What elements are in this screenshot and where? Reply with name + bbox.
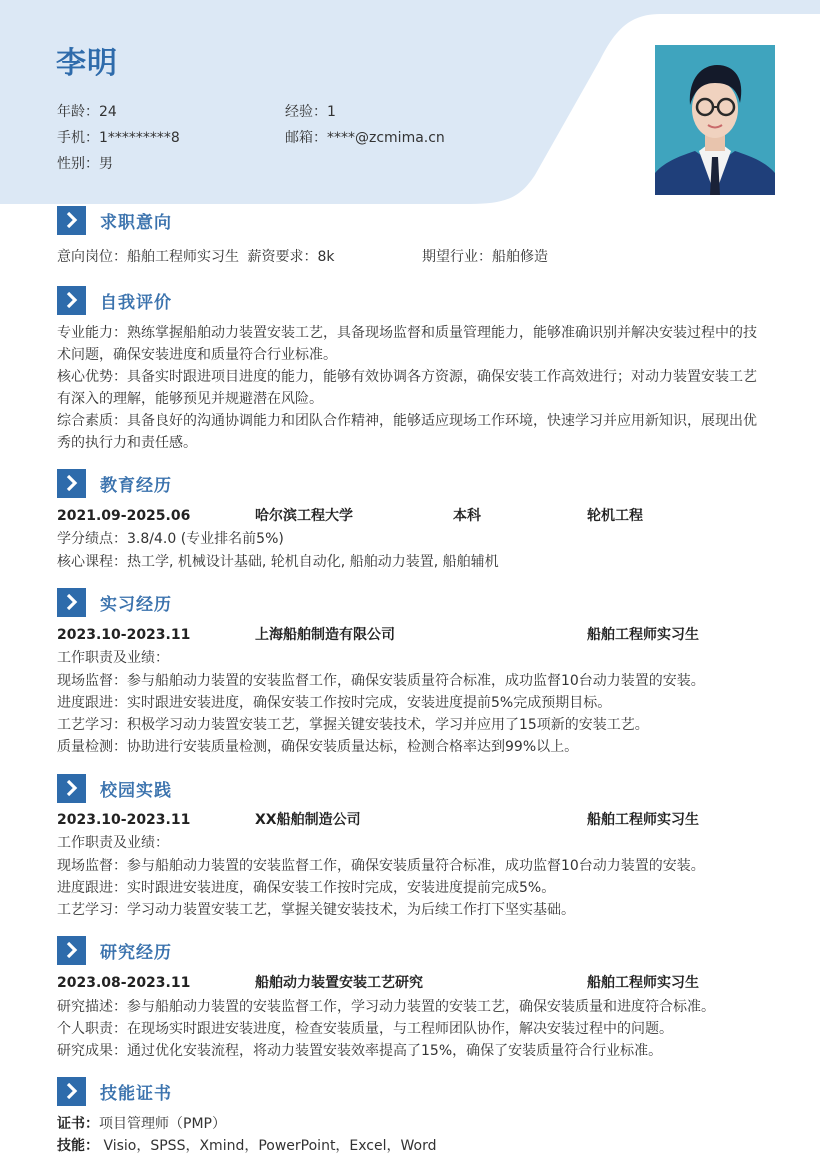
chevron-right-icon (57, 936, 86, 965)
research-summary-row (57, 972, 769, 994)
job-role: 船舶工程师实习生 (587, 627, 699, 643)
education-period: 2021.09-2025.06 (57, 508, 191, 524)
certificate-value: 项目管理师（PMP） (99, 1116, 226, 1132)
email-field: 邮箱：****@zcmima.cn (285, 130, 445, 146)
research-line: 研究描述：参与船舶动力装置的安装监督工作，学习动力装置的安装工艺，确保安装质量和进度符合标准。 (57, 999, 715, 1015)
section-title: 技能证书 (100, 1083, 172, 1104)
campus-line: 工作职责及业绩： (57, 835, 169, 851)
campus-line: 现场监督：参与船舶动力装置的安装监督工作，确保安装质量符合标准，成功监督10台动力装置的安装。 (57, 858, 705, 874)
internship-line: 质量检测：协助进行安装质量检测，确保安装质量达标，检测合格率达到99%以上。 (57, 739, 579, 755)
chevron-right-icon (57, 206, 86, 235)
portrait-icon (655, 45, 775, 195)
job-role: 船舶工程师实习生 (587, 975, 699, 991)
campus-line: 进度跟进：实时跟进安装进度，确保安装工作按时完成，安装进度提前完成5%。 (57, 880, 556, 896)
chevron-right-icon (57, 774, 86, 803)
project-name: 船舶动力装置安装工艺研究 (255, 975, 423, 991)
section-title: 实习经历 (100, 594, 172, 615)
internship-line: 现场监督：参与船舶动力装置的安装监督工作，确保安装质量符合标准，成功监督10台动力装置的安装。 (57, 673, 705, 689)
internship-period: 2023.10-2023.11 (57, 627, 191, 643)
company-name: 上海船舶制造有限公司 (255, 627, 395, 643)
internship-line: 工作职责及业绩： (57, 650, 169, 666)
campus-period: 2023.10-2023.11 (57, 812, 191, 828)
chevron-right-icon (57, 286, 86, 315)
chevron-right-icon (57, 588, 86, 617)
internship-line: 进度跟进：实时跟进安装进度，确保安装工作按时完成，安装进度提前5%完成预期目标。 (57, 695, 612, 711)
company-name: XX船舶制造公司 (255, 812, 361, 828)
section-title: 研究经历 (100, 942, 172, 963)
courses-line: 核心课程：热工学, 机械设计基础, 轮机自动化, 船舶动力装置, 船舶辅机 (57, 554, 499, 570)
section-title: 教育经历 (100, 475, 172, 496)
desired-industry: 期望行业：船舶修造 (422, 249, 548, 265)
profile-header (0, 0, 820, 205)
research-period: 2023.08-2023.11 (57, 975, 191, 991)
internship-line: 工艺学习：积极学习动力装置安装工艺，掌握关键安装技术，学习并应用了15项新的安装工艺。 (57, 717, 649, 733)
section-header-internship (57, 587, 172, 617)
school-name: 哈尔滨工程大学 (255, 508, 353, 524)
certificate-line (57, 1113, 226, 1135)
intent-position (57, 246, 334, 268)
campus-summary-row (57, 809, 769, 831)
job-role: 船舶工程师实习生 (587, 812, 699, 828)
section-title: 求职意向 (100, 212, 172, 233)
self-eval-paragraph: 综合素质：具备良好的沟通协调能力和团队合作精神，能够适应现场工作环境，快速学习并应用新知识，展现出优秀的执行力和责任感。 (57, 413, 757, 451)
skills-label: 技能： (57, 1138, 99, 1154)
section-title: 校园实践 (100, 780, 172, 801)
gpa-line: 学分绩点：3.8/4.0 (专业排名前5%) (57, 531, 284, 547)
chevron-right-icon (57, 469, 86, 498)
major: 轮机工程 (587, 508, 643, 524)
phone-field: 手机：1*********8 (57, 130, 180, 146)
section-header-campus-practice (57, 773, 172, 803)
section-title: 自我评价 (100, 292, 172, 313)
research-line: 个人职责：在现场实时跟进安装进度，检查安装质量，与工程师团队协作，解决安装过程中的问题。 (57, 1021, 673, 1037)
internship-summary-row (57, 624, 769, 646)
section-header-education (57, 468, 172, 498)
desired-position: 意向岗位：船舶工程师实习生 (57, 249, 239, 265)
education-summary-row (57, 505, 769, 527)
chevron-right-icon (57, 1077, 86, 1106)
self-eval-paragraph: 专业能力：熟练掌握船舶动力装置安装工艺，具备现场监督和质量管理能力，能够准确识别并解决安装过程中的技术问题，确保安装进度和质量符合行业标准。 (57, 325, 757, 363)
degree: 本科 (453, 508, 481, 524)
skills-line (57, 1135, 437, 1157)
gender-field: 性别：男 (57, 156, 113, 172)
skills-value: Visio，SPSS，Xmind，PowerPoint，Excel，Word (99, 1138, 437, 1154)
section-header-intent (57, 205, 172, 235)
section-header-skills (57, 1076, 172, 1106)
section-header-self-evaluation (57, 285, 172, 315)
certificate-label: 证书： (57, 1116, 99, 1132)
profile-photo (655, 45, 775, 195)
salary-expectation: 薪资要求：8k (247, 249, 335, 265)
candidate-name: 李明 (56, 46, 118, 81)
campus-line: 工艺学习：学习动力装置安装工艺，掌握关键安装技术，为后续工作打下坚实基础。 (57, 902, 575, 918)
research-line: 研究成果：通过优化安装流程，将动力装置安装效率提高了15%，确保了安装质量符合行业标准。 (57, 1043, 663, 1059)
self-eval-paragraph: 核心优势：具备实时跟进项目进度的能力，能够有效协调各方资源，确保安装工作高效进行；对动力装置安装工艺有深入的理解，能够预见并规避潜在风险。 (57, 369, 757, 407)
age-field: 年龄：24 (57, 104, 117, 120)
experience-field: 经验：1 (285, 104, 336, 120)
section-header-research (57, 935, 172, 965)
